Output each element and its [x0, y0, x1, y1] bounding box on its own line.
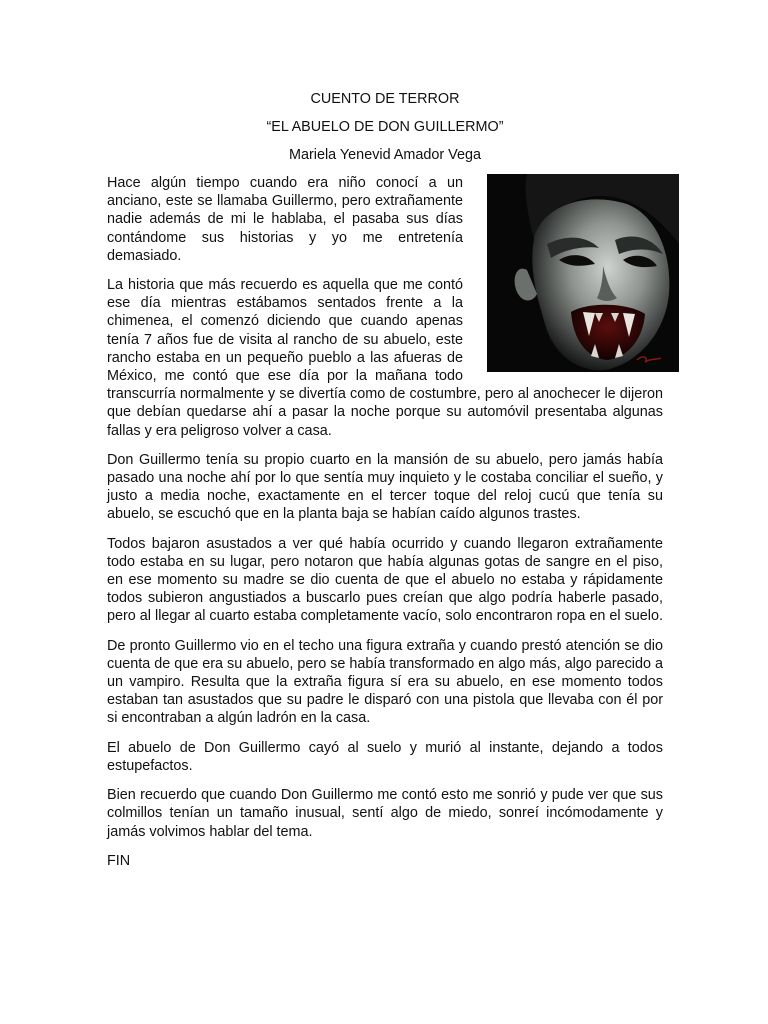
- story-ending: FIN: [107, 852, 131, 869]
- paragraph-2: La historia que más recuerdo es aquella que me contó ese día mientras estábamos sentados frente a la chimenea, el comenzó diciendo que cuando apenas tenía 7 años fue de visita al rancho de su abuelo, este rancho estaba en un pequeño pueblo a las afueras de México, me contó que ese día por la mañana todo transcurría normalmente y se divertía como de costumbre, pero al anochecer le dijeron que debían quedarse ahí a pasar la noche porque su automóvil presentaba algunas fallas y era peligroso volver a casa.: [107, 277, 663, 439]
- paragraph-3: Don Guillermo tenía su propio cuarto en la mansión de su abuelo, pero jamás había pasado una noche ahí por lo que sentía muy inquieto y le costaba conciliar el sueño, y justo a media noche, exactamente en el tercer toque del reloj cucú que tenía su abuelo, se escuchó que en la planta baja se habían caído algunos trastes.: [107, 451, 663, 523]
- story-title: “EL ABUELO DE DON GUILLERMO”: [266, 119, 504, 135]
- vampire-face-image: [487, 174, 679, 372]
- document-page: [107, 90, 663, 870]
- author-name: Mariela Yenevid Amador Vega: [288, 147, 481, 163]
- paragraph-4: Todos bajaron asustados a ver qué había ocurrido y cuando llegaron extrañamente todo estaba en su lugar, pero notaron que había algunas gotas de sangre en el piso, en ese momento su madre se dio cuenta de que el abuelo no estaba y rápidamente todos subieron angustiados a buscarlo pues creían que algo podría haberle pasado, pero al llegar al cuarto estaba completamente vacío, solo encontraron ropa en el suelo.: [107, 535, 663, 625]
- document-heading: CUENTO DE TERROR: [310, 91, 460, 107]
- vampire-illustration: [487, 174, 679, 372]
- paragraph-5: De pronto Guillermo vio en el techo una figura extraña y cuando prestó atención se dio cuenta de que era su abuelo, pero se había transformado en algo más, algo parecido a un vampiro. Resulta que la extraña figura sí era su abuelo, en ese momento todos estaban tan asustados que su padre le disparó con una pistola que llevaba con él por si encontraban a algún ladrón en la casa.: [107, 637, 664, 727]
- paragraph-1: Hace algún tiempo cuando era niño conocí a un anciano, este se llamaba Guillermo, pero extrañamente nadie además de mi le hablaba, el pasaba sus días contándome sus historias y yo me entretenía demasiado.: [107, 175, 463, 264]
- paragraph-6: El abuelo de Don Guillermo cayó al suelo y murió al instante, dejando a todos estupefactos.: [107, 739, 663, 774]
- paragraph-7: Bien recuerdo que cuando Don Guillermo me contó esto me sonrió y pude ver que sus colmillos tenían un tamaño inusual, sentí algo de miedo, sonreí incómodamente y jamás volvimos hablar del tema.: [107, 787, 663, 840]
